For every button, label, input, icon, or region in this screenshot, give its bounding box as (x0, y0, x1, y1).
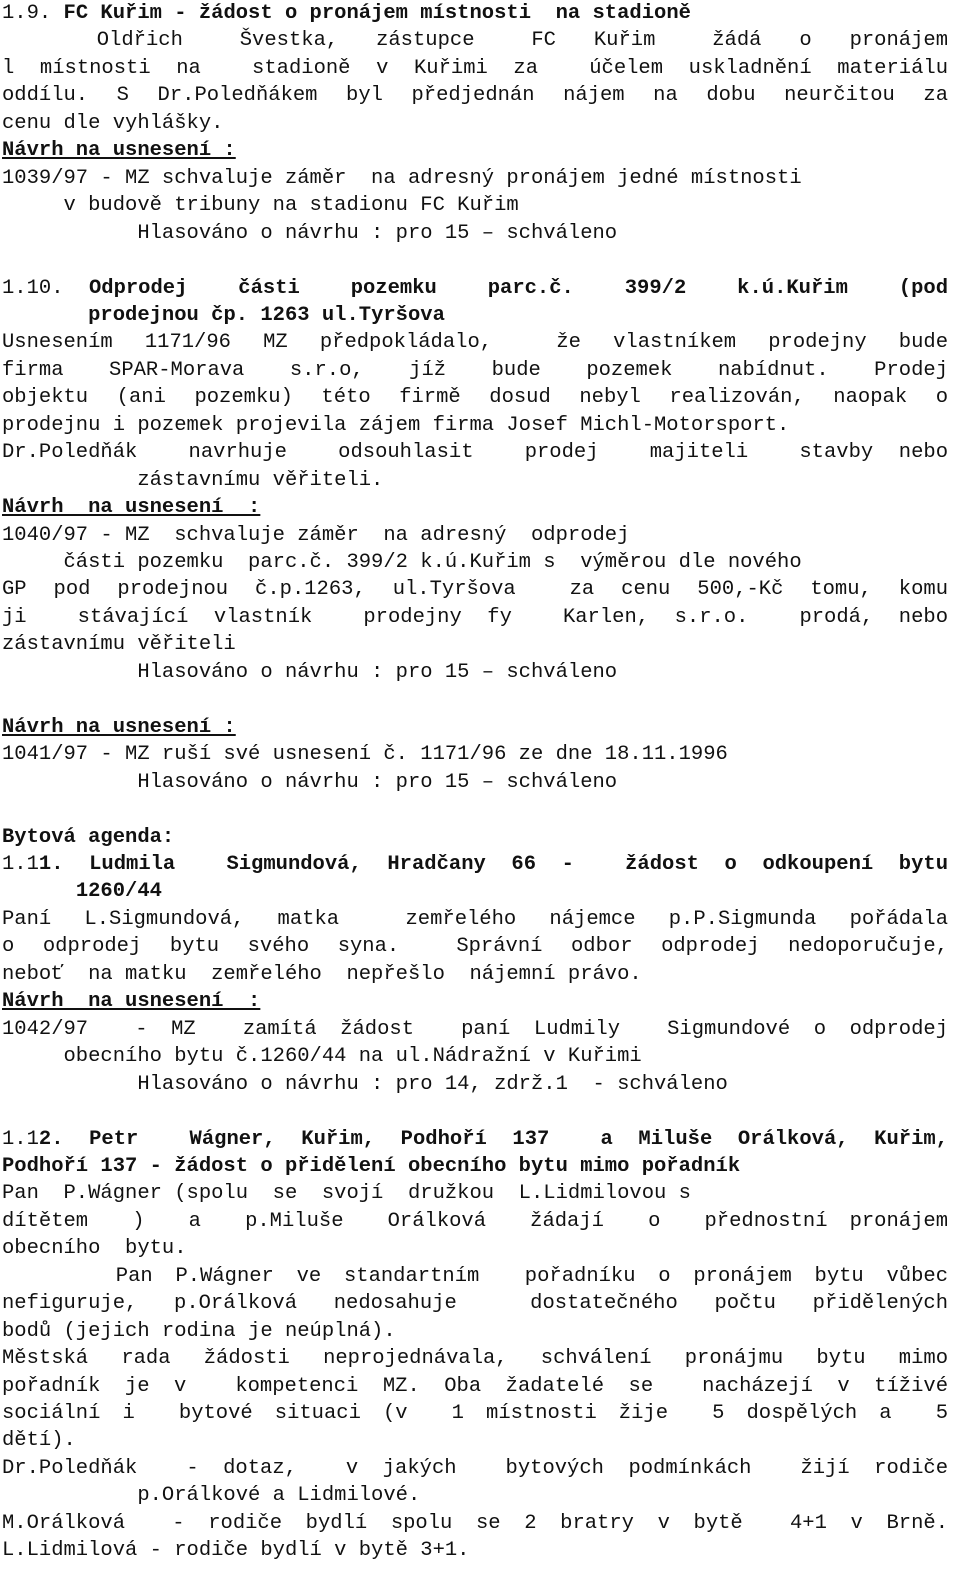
text-line (2, 659, 948, 686)
text-line (2, 220, 948, 247)
text-run: 1041/97 - MZ ruší své usnesení č. 1171/96 ze dne 18.11.1996 (2, 743, 728, 767)
bold-text: 1260/44 (75, 880, 162, 904)
text-line (2, 467, 948, 494)
text-line (2, 302, 948, 329)
text-run: 1.10. (2, 276, 89, 300)
text-run: M.Orálková - rodiče bydlí spolu se 2 bratry v bytě 4+1 v Brně. (2, 1511, 948, 1535)
text-line (2, 1071, 948, 1098)
text-line (2, 988, 948, 1015)
section-heading: Návrh na usnesení : (2, 715, 236, 739)
text-line (2, 384, 948, 411)
text-run: Hlasováno o návrhu : pro 15 – schváleno (2, 221, 618, 245)
text-line (2, 192, 948, 219)
text-run: Hlasováno o návrhu : pro 14, zdrž.1 - schváleno (2, 1072, 728, 1096)
text-run: Pan P.Wágner (spolu se svojí družkou L.Lidmilovou s (2, 1182, 691, 1206)
text-run: Městská rada žádosti neprojednávala, schválení pronájmu bytu mimo (2, 1347, 948, 1370)
text-line (2, 961, 948, 988)
text-line (2, 27, 948, 54)
text-line (2, 329, 948, 356)
bold-text: Bytová agenda: (2, 825, 175, 849)
text-line (2, 1482, 948, 1509)
text-run: bodů (jejich rodina je neúplná). (2, 1319, 396, 1343)
text-run: zástavnímu věřiteli. (2, 468, 384, 492)
text-run: 1040/97 - MZ schvaluje záměr na adresný odprodej (2, 523, 630, 547)
text-run (2, 304, 88, 327)
text-line (2, 1345, 948, 1372)
text-line (2, 522, 948, 549)
text-run: Hlasováno o návrhu : pro 15 – schváleno (2, 660, 618, 684)
text-line (2, 631, 948, 658)
text-run: obecního bytu. (2, 1237, 187, 1261)
bold-text: prodejnou čp. 1263 ul.Tyršova (88, 303, 445, 327)
text-line (2, 275, 948, 302)
text-line (2, 82, 948, 109)
text-run: dítětem ) a p.Miluše Orálková žádají o přednostní pronájem (2, 1209, 948, 1233)
bold-text: 1. Ludmila Sigmundová, Hradčany 66 - žádost o odkoupení bytu (38, 852, 948, 876)
text-line (2, 1180, 948, 1207)
text-run: firma SPAR-Morava s.r.o, jíž bude pozemek nabídnut. Prodej (2, 358, 948, 382)
text-line (2, 439, 948, 466)
text-line (2, 1455, 948, 1482)
text-run: Usnesením 1171/96 MZ předpokládalo, že vlastníkem prodejny bude (2, 331, 948, 355)
bold-text: Podhoří 137 - žádost o přidělení obecního bytu mimo pořadník (2, 1154, 741, 1178)
text-line (2, 165, 948, 192)
text-line (2, 549, 948, 576)
text-line (2, 1263, 948, 1290)
text-line (2, 1235, 948, 1262)
text-run: prodejnu i pozemek projevila zájem firma Josef Michl-Motorsport. (2, 413, 790, 437)
text-run: obecního bytu č.1260/44 na ul.Nádražní v Kuřimi (2, 1045, 642, 1069)
text-run: 1.9. (2, 2, 64, 25)
text-run: L.Lidmilová - rodiče bydlí v bytě 3+1. (2, 1539, 470, 1563)
text-line (2, 1510, 948, 1537)
text-line (2, 1043, 948, 1070)
text-run: oddílu. S Dr.Poledňákem byl předjednán nájem na dobu neurčitou za (2, 84, 948, 108)
text-run: nefiguruje, p.Orálková nedosahuje dostatečného počtu přidělených (2, 1292, 948, 1316)
text-run: Oldřich Švestka, zástupce FC Kuřim žádá o pronájem (2, 29, 948, 53)
text-line (2, 576, 948, 603)
text-run: 1.1 (2, 1127, 39, 1151)
text-line (2, 906, 948, 933)
text-line (2, 1126, 948, 1153)
bold-text: 2. Petr Wágner, Kuřim, Podhoří 137 a Miluše Orálková, Kuřim, (38, 1127, 948, 1151)
section-heading: Návrh na usnesení : (2, 990, 261, 1014)
text-line (2, 878, 948, 905)
text-run: pořadník je v kompetenci MZ. Oba žadatelé se nacházejí v tíživé (2, 1374, 948, 1398)
text-line (2, 1098, 948, 1125)
text-line (2, 1016, 948, 1043)
text-run: Paní L.Sigmundová, matka zemřelého nájemce p.P.Sigmunda pořádala (2, 907, 948, 931)
text-run: neboť na matku zemřelého nepřešlo nájemní právo. (2, 962, 642, 986)
text-line (2, 796, 948, 823)
text-run: p.Orálkové a Lidmilové. (2, 1484, 421, 1508)
text-line (2, 1427, 948, 1454)
text-line (2, 741, 948, 768)
text-run: ji stávající vlastník prodejny fy Karlen, s.r.o. prodá, nebo (2, 605, 948, 629)
text-line (2, 137, 948, 164)
text-line (2, 824, 948, 851)
text-line (2, 1153, 948, 1180)
text-line (2, 0, 948, 27)
text-line (2, 686, 948, 713)
text-line (2, 412, 948, 439)
text-run: Dr.Poledňák - dotaz, v jakých bytových podmínkách žijí rodiče (2, 1456, 948, 1480)
bold-text: FC Kuřim - žádost o pronájem místnosti na stadioně (63, 2, 691, 25)
text-run: Pan P.Wágner ve standartním pořadníku o pronájem bytu vůbec (2, 1264, 948, 1288)
text-run: 1039/97 - MZ schvaluje záměr na adresný pronájem jedné místnosti (2, 166, 802, 190)
text-run: v budově tribuny na stadionu FC Kuřim (2, 194, 519, 218)
bold-text: Odprodej části pozemku parc.č. 399/2 k.ú.Kuřim (pod (88, 276, 948, 300)
text-run: objektu (ani pozemku) této firmě dosud nebyl realizován, naopak o (2, 386, 948, 410)
text-run: 1042/97 - MZ zamítá žádost paní Ludmily Sigmundové o odprodej (2, 1017, 948, 1041)
text-line (2, 1208, 948, 1235)
text-run: GP pod prodejnou č.p.1263, ul.Tyršova za cenu 500,-Kč tomu, komu (2, 578, 948, 602)
text-line (2, 769, 948, 796)
text-line (2, 110, 948, 137)
text-run: sociální i bytové situaci (v 1 místnosti žije 5 dospělých a 5 (2, 1402, 948, 1425)
text-line (2, 851, 948, 878)
text-run: o odprodej bytu svého syna. Správní odbor odprodej nedoporučuje, (2, 935, 948, 959)
text-run (2, 880, 76, 903)
text-run: zástavnímu věřiteli (2, 633, 236, 657)
text-run: části pozemku parc.č. 399/2 k.ú.Kuřim s výměrou dle nového (2, 551, 802, 574)
text-run: Hlasováno o návrhu : pro 15 – schváleno (2, 770, 618, 794)
text-line (2, 494, 948, 521)
section-heading: Návrh na usnesení : (2, 496, 261, 520)
text-line (2, 1537, 948, 1564)
text-line (2, 1318, 948, 1345)
text-line (2, 714, 948, 741)
text-run: l místnosti na stadioně v Kuřimi za účelem uskladnění materiálu (2, 56, 948, 80)
text-run: cenu dle vyhlášky. (2, 111, 224, 135)
text-line (2, 1290, 948, 1317)
text-line (2, 247, 948, 274)
text-run: Dr.Poledňák navrhuje odsouhlasit prodej majiteli stavby nebo (2, 441, 948, 465)
text-run: dětí). (2, 1429, 76, 1453)
text-line (2, 357, 948, 384)
text-line (2, 1400, 948, 1427)
text-run: 1.1 (2, 852, 39, 876)
text-line (2, 1373, 948, 1400)
section-heading: Návrh na usnesení : (2, 139, 236, 163)
text-line (2, 55, 948, 82)
text-line (2, 933, 948, 960)
text-line (2, 604, 948, 631)
